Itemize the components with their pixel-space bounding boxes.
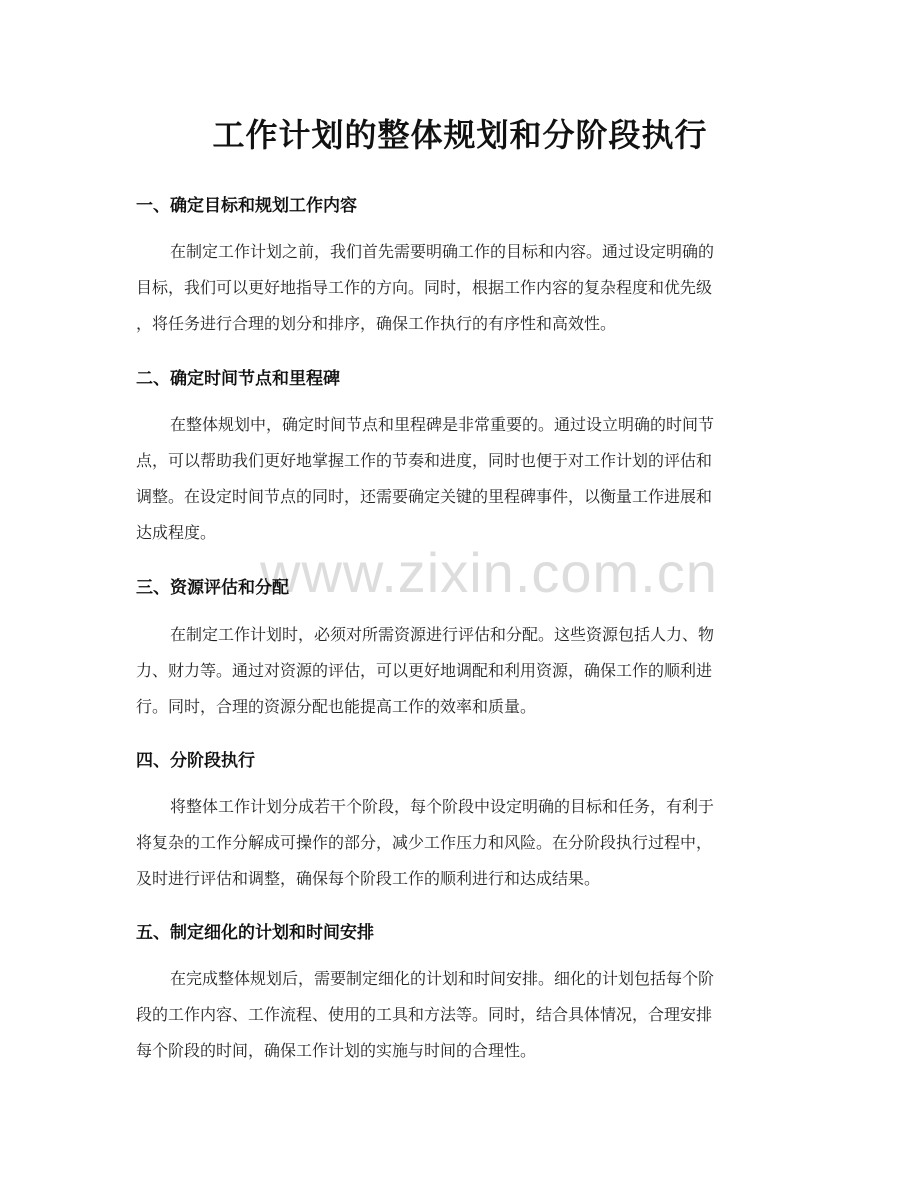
section-heading-3: 三、资源评估和分配 bbox=[136, 578, 289, 598]
paragraph-line: 力、财力等。通过对资源的评估，可以更好地调配和利用资源，确保工作的顺利进 bbox=[136, 661, 713, 680]
section-paragraph-3 bbox=[136, 617, 788, 725]
paragraph-line: ，将任务进行合理的划分和排序，确保工作执行的有序性和高效性。 bbox=[136, 314, 617, 333]
paragraph-line: 及时进行评估和调整，确保每个阶段工作的顺利进行和达成结果。 bbox=[136, 869, 601, 888]
paragraph-line: 段的工作内容、工作流程、使用的工具和方法等。同时，结合具体情况，合理安排 bbox=[136, 1005, 713, 1024]
paragraph-line: 点，可以帮助我们更好地掌握工作的节奏和进度，同时也便于对工作计划的评估和 bbox=[136, 451, 713, 470]
section-paragraph-5 bbox=[136, 961, 788, 1069]
paragraph-line: 行。同时，合理的资源分配也能提高工作的效率和质量。 bbox=[136, 697, 537, 716]
section-paragraph-2 bbox=[136, 407, 788, 551]
watermark: www.zixin.com.cn bbox=[260, 541, 718, 604]
section-paragraph-4 bbox=[136, 789, 788, 897]
paragraph-line: 将复杂的工作分解成可操作的部分，减少工作压力和风险。在分阶段执行过程中， bbox=[136, 833, 713, 852]
paragraph-line: 在制定工作计划时，必须对所需资源进行评估和分配。这些资源包括人力、物 bbox=[170, 625, 715, 644]
paragraph-line: 每个阶段的时间，确保工作计划的实施与时间的合理性。 bbox=[136, 1041, 537, 1060]
paragraph-line: 在整体规划中，确定时间节点和里程碑是非常重要的。通过设立明确的时间节 bbox=[170, 415, 715, 434]
document-title: 工作计划的整体规划和分阶段执行 bbox=[212, 116, 708, 154]
section-heading-1: 一、确定目标和规划工作内容 bbox=[136, 196, 357, 216]
paragraph-line: 达成程度。 bbox=[136, 523, 217, 542]
section-heading-4: 四、分阶段执行 bbox=[136, 751, 255, 771]
paragraph-line: 调整。在设定时间节点的同时，还需要确定关键的里程碑事件，以衡量工作进展和 bbox=[136, 487, 713, 506]
paragraph-line: 目标，我们可以更好地指导工作的方向。同时，根据工作内容的复杂程度和优先级 bbox=[136, 278, 713, 297]
paragraph-line: 将整体工作计划分成若干个阶段，每个阶段中设定明确的目标和任务，有利于 bbox=[170, 797, 715, 816]
section-heading-2: 二、确定时间节点和里程碑 bbox=[136, 369, 340, 389]
paragraph-line: 在完成整体规划后，需要制定细化的计划和时间安排。细化的计划包括每个阶 bbox=[170, 969, 715, 988]
paragraph-line: 在制定工作计划之前，我们首先需要明确工作的目标和内容。通过设定明确的 bbox=[170, 242, 715, 261]
section-paragraph-1 bbox=[136, 234, 788, 342]
section-heading-5: 五、制定细化的计划和时间安排 bbox=[136, 923, 374, 943]
